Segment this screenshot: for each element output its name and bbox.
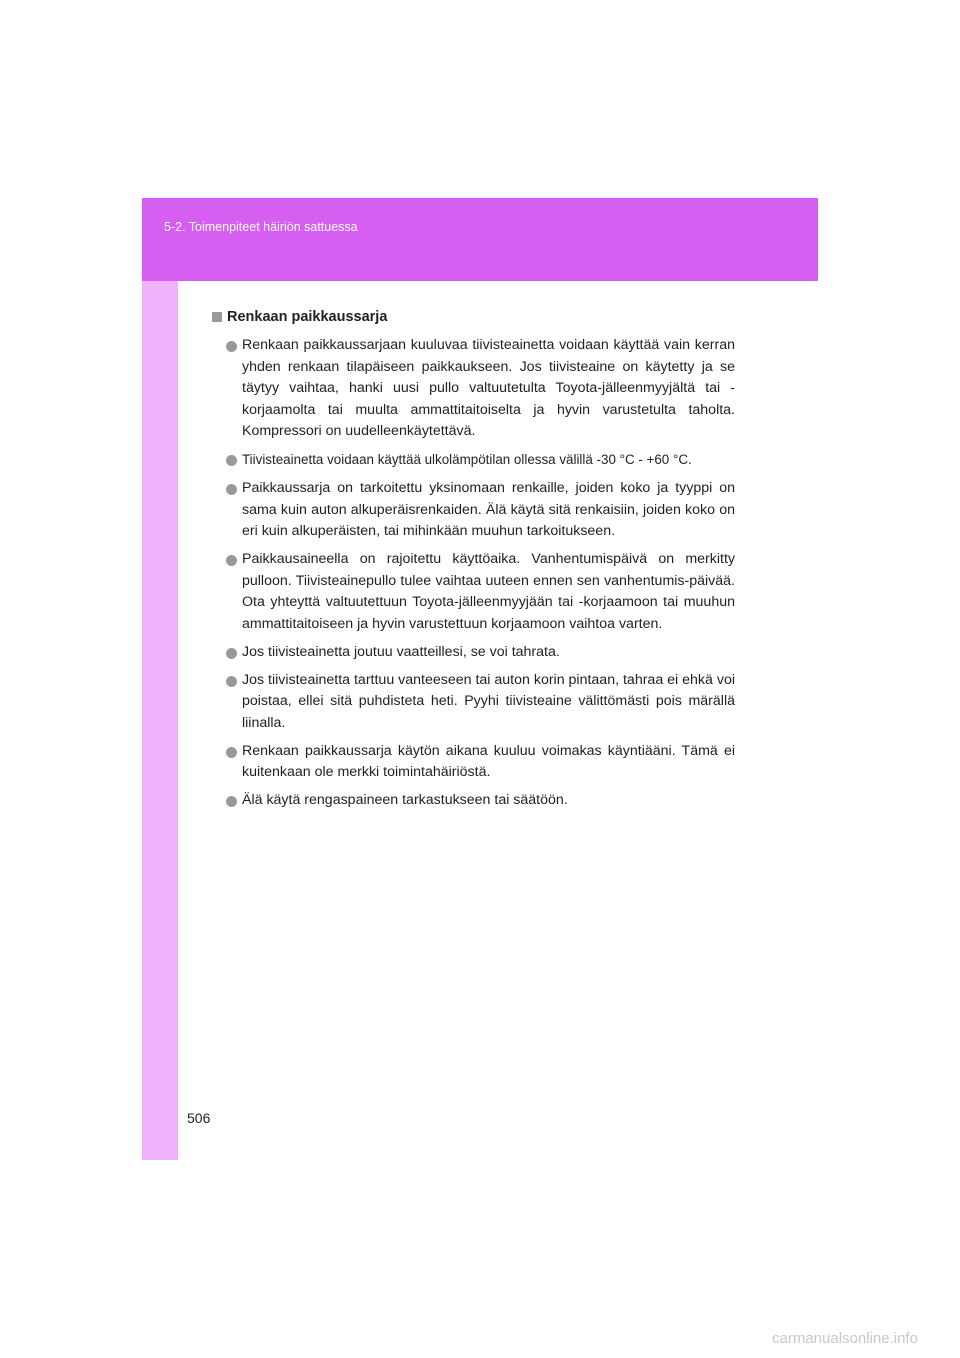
circle-bullet-icon [226,648,237,659]
list-item-text: Renkaan paikkaussarjaan kuuluvaa tiivisteainetta voidaan käyttää vain kerran yhden renkaan tilapäiseen paikkaukseen. Jos tiivisteaine on käytetty ja se täytyy vaihtaa, hanki uusi pullo valtuutetulta Toyota-jälleenmyyjältä tai -korjaamolta tai muulta ammattitaitoiselta ja hyvin varustetulta taholta. Kompressori on uudelleenkäytettävä. [242,337,735,439]
list-item-text: Älä käytä rengaspaineen tarkastukseen tai säätöön. [242,792,568,808]
list-item [212,670,735,735]
circle-bullet-icon [226,484,237,495]
watermark-text: carmanualsonline.info [772,1330,918,1347]
circle-bullet-icon [226,747,237,758]
sidebar-band [142,198,178,1160]
circle-bullet-icon [226,555,237,566]
list-item-text: Jos tiivisteainetta tarttuu vanteeseen tai auton korin pintaan, tahraa ei ehkä voi poistaa, ellei sitä puhdisteta heti. Pyyhi tiivisteaine välittömästi pois märällä liinalla. [242,671,735,731]
circle-bullet-icon [226,676,237,687]
page-number: 506 [187,1110,211,1126]
main-content [212,306,735,818]
list-item-text: Paikkaussarja on tarkoitettu yksinomaan renkaille, joiden koko ja tyyppi on sama kuin auton alkuperäisrenkaiden. Älä käytä sitä renkaisiin, joiden koko on eri kuin alkuperäisten, tai mihinkään muuhun tarkoitukseen. [242,480,735,539]
section-heading [212,306,735,328]
list-item-text: Renkaan paikkaussarja käytön aikana kuuluu voimakas käyntiääni. Tämä ei kuitenkaan ole merkki toimintahäiriöstä. [242,742,735,780]
circle-bullet-icon [226,341,237,352]
list-item [212,335,735,443]
list-item-text: Jos tiivisteainetta joutuu vaatteillesi, se voi tahrata. [242,643,560,660]
list-item-text: Tiivisteainetta voidaan käyttää ulkolämpötilan ollessa välillä -30 °C - +60 °C. [242,452,692,467]
list-item [212,449,735,472]
header-band [142,198,818,281]
circle-bullet-icon [226,455,237,466]
section-title: 5-2. Toimenpiteet häiriön sattuessa [164,220,358,234]
list-item [212,790,735,812]
section-heading-text: Renkaan paikkaussarja [227,309,388,325]
list-item-text: Paikkausaineella on rajoitettu käyttöaika. Vanhentumispäivä on merkitty pulloon. Tiivisteainepullo tulee vaihtaa uuteen ennen sen vanhentumis-päivää. Ota yhteyttä valtuutettuun Toyota-jälleenmyyjään tai -korjaamoon tai muuhun ammattitaitoiseen ja hyvin varustettuun korjaamoon vaihtoa varten. [242,551,735,632]
list-item [212,741,735,784]
square-bullet-icon [212,312,222,322]
list-item [212,478,735,543]
circle-bullet-icon [226,796,237,807]
list-item [212,642,735,664]
list-item [212,549,735,635]
